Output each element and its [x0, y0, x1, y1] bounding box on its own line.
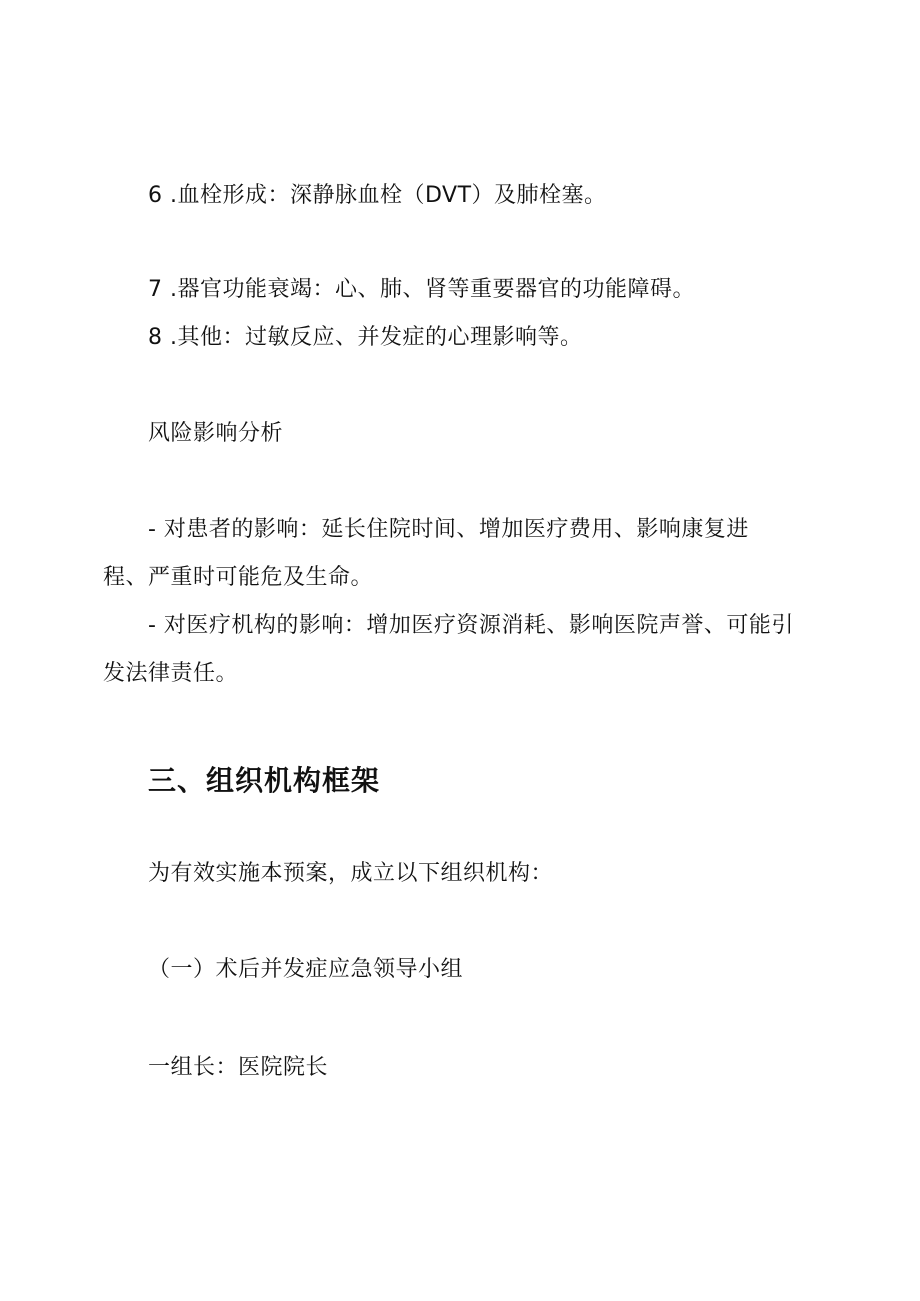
- risk-paragraph-institution-line2: 发法律责任。: [103, 661, 239, 686]
- list-item-6: 6 .血栓形成：深静脉血栓（DVT）及肺栓塞。: [148, 183, 607, 208]
- risk-analysis-title: 风险影响分析: [148, 421, 284, 446]
- list-item-7: 7 .器官功能衰竭：心、肺、肾等重要器官的功能障碍。: [148, 277, 695, 302]
- leader-line: 一组长：医院院长: [148, 1055, 329, 1080]
- section-heading: 三、组织机构框架: [148, 764, 381, 797]
- list-item-8: 8 .其他：过敏反应、并发症的心理影响等。: [148, 325, 583, 350]
- subsection-title: （一）术后并发症应急领导小组: [148, 957, 464, 982]
- risk-paragraph-patient-line1: - 对患者的影响：延长住院时间、增加医疗费用、影响康复进: [148, 517, 749, 542]
- intro-paragraph: 为有效实施本预案，成立以下组织机构：: [148, 861, 554, 886]
- risk-paragraph-institution-line1: - 对医疗机构的影响：增加医疗资源消耗、影响医院声誉、可能引: [148, 613, 794, 638]
- risk-paragraph-patient-line2: 程、严重时可能危及生命。: [103, 565, 374, 590]
